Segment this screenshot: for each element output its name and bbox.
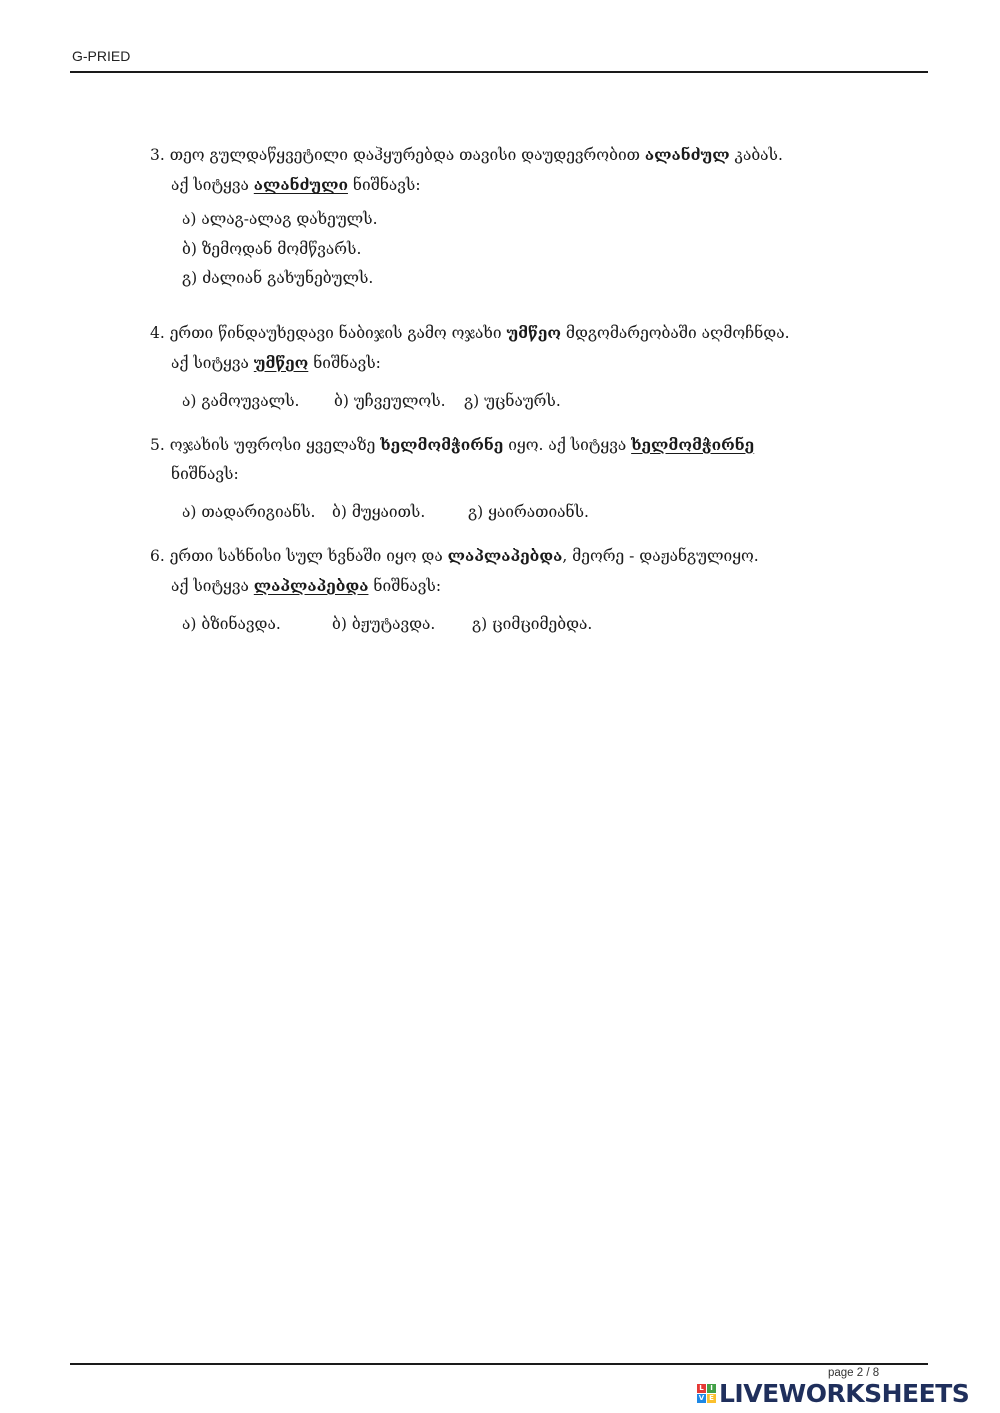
live-badge-icon [697, 1384, 716, 1403]
key-word: ხელმომჭირნე [380, 434, 504, 454]
answer-option[interactable]: ა) თადარიგიანს. [182, 502, 316, 521]
text-segment: ნიშნავს: [368, 576, 442, 595]
questions-list [150, 140, 910, 639]
key-word: ლაპლაპებდა [253, 575, 369, 595]
answer-option[interactable]: გ) ძალიან გახუნებულს. [182, 269, 374, 287]
brand-name: LIVEWORKSHEETS [719, 1378, 970, 1408]
answer-option[interactable]: ა) გამოუვალს. [182, 391, 300, 410]
text-segment: ერთი წინდაუხედავი ნაბიჯის გამო ოჯახი [169, 323, 507, 342]
liveworksheets-logo[interactable] [697, 1378, 969, 1408]
answer-option[interactable]: ა) ალაგ-ალაგ დახეულს. [182, 210, 378, 228]
live-badge-letter: E [707, 1394, 716, 1403]
answer-option[interactable]: ბ) ზემოდან მომწვარს. [182, 239, 362, 258]
question-number: 5. [150, 435, 165, 454]
text-segment: თეო გულდაწყვეტილი დაჰყურებდა თავისი დაუდევრობით [169, 146, 645, 164]
question-text [150, 541, 910, 571]
answer-options [150, 387, 910, 416]
key-word: უმწეო [253, 352, 309, 372]
answer-option[interactable]: გ) ციმციმებდა. [472, 614, 593, 633]
answer-option[interactable]: გ) უცნაურს. [464, 391, 561, 410]
answer-options [150, 498, 910, 527]
key-word: ხელმომჭირნე [631, 434, 755, 454]
question-prompt [150, 348, 910, 378]
text-segment: ნიშნავს: [171, 464, 239, 483]
answer-option[interactable]: ა) ბზინავდა. [182, 614, 281, 633]
answer-options [150, 205, 910, 294]
text-segment: ნიშნავს: [308, 353, 381, 372]
answer-option[interactable]: ბ) ბჟუტავდა. [332, 614, 436, 633]
text-segment: ერთი სახნისი სულ ხვნაში იყო და [169, 546, 448, 565]
question-4 [150, 318, 910, 416]
question-text [150, 140, 910, 170]
key-word: ლაპლაპებდა [447, 545, 563, 565]
question-text [150, 318, 910, 348]
footer-rule [70, 1363, 928, 1365]
live-badge-letter: I [707, 1384, 716, 1393]
question-6 [150, 541, 910, 639]
key-word: ალანძულ [644, 145, 730, 164]
text-segment: აქ სიტყვა [171, 353, 254, 372]
key-word: უმწეო [506, 322, 561, 342]
question-5 [150, 430, 910, 527]
text-segment: კაბას. [729, 146, 783, 164]
text-segment: , მეორე - დაჟანგულიყო. [562, 546, 759, 565]
key-word: ალანძული [253, 175, 348, 194]
answer-option[interactable]: გ) ყაირათიანს. [468, 502, 589, 521]
question-prompt [150, 170, 910, 200]
question-text [150, 430, 910, 460]
text-segment: ოჯახის უფროსი ყველაზე [169, 435, 381, 454]
answer-option[interactable]: ბ) უჩვეულოს. [334, 391, 446, 410]
answer-options [150, 610, 910, 639]
live-badge-letter: L [697, 1384, 706, 1393]
question-number: 6. [150, 546, 165, 565]
live-badge-letter: V [698, 1393, 705, 1402]
question-prompt [150, 460, 910, 489]
question-3 [150, 140, 910, 294]
text-segment: იყო. აქ სიტყვა [503, 435, 632, 454]
header-rule [70, 71, 928, 73]
text-segment: მდგომარეობაში აღმოჩნდა. [560, 323, 790, 342]
question-number: 3. [150, 146, 165, 164]
text-segment: აქ სიტყვა [171, 576, 254, 595]
question-prompt [150, 571, 910, 601]
page-number: page 2 / 8 [828, 1367, 880, 1379]
question-number: 4. [150, 323, 165, 342]
text-segment: ნიშნავს: [347, 176, 421, 194]
text-segment: აქ სიტყვა [171, 176, 254, 194]
header-title: G-PRIED [72, 48, 131, 64]
answer-option[interactable]: ბ) მუყაითს. [332, 502, 426, 521]
